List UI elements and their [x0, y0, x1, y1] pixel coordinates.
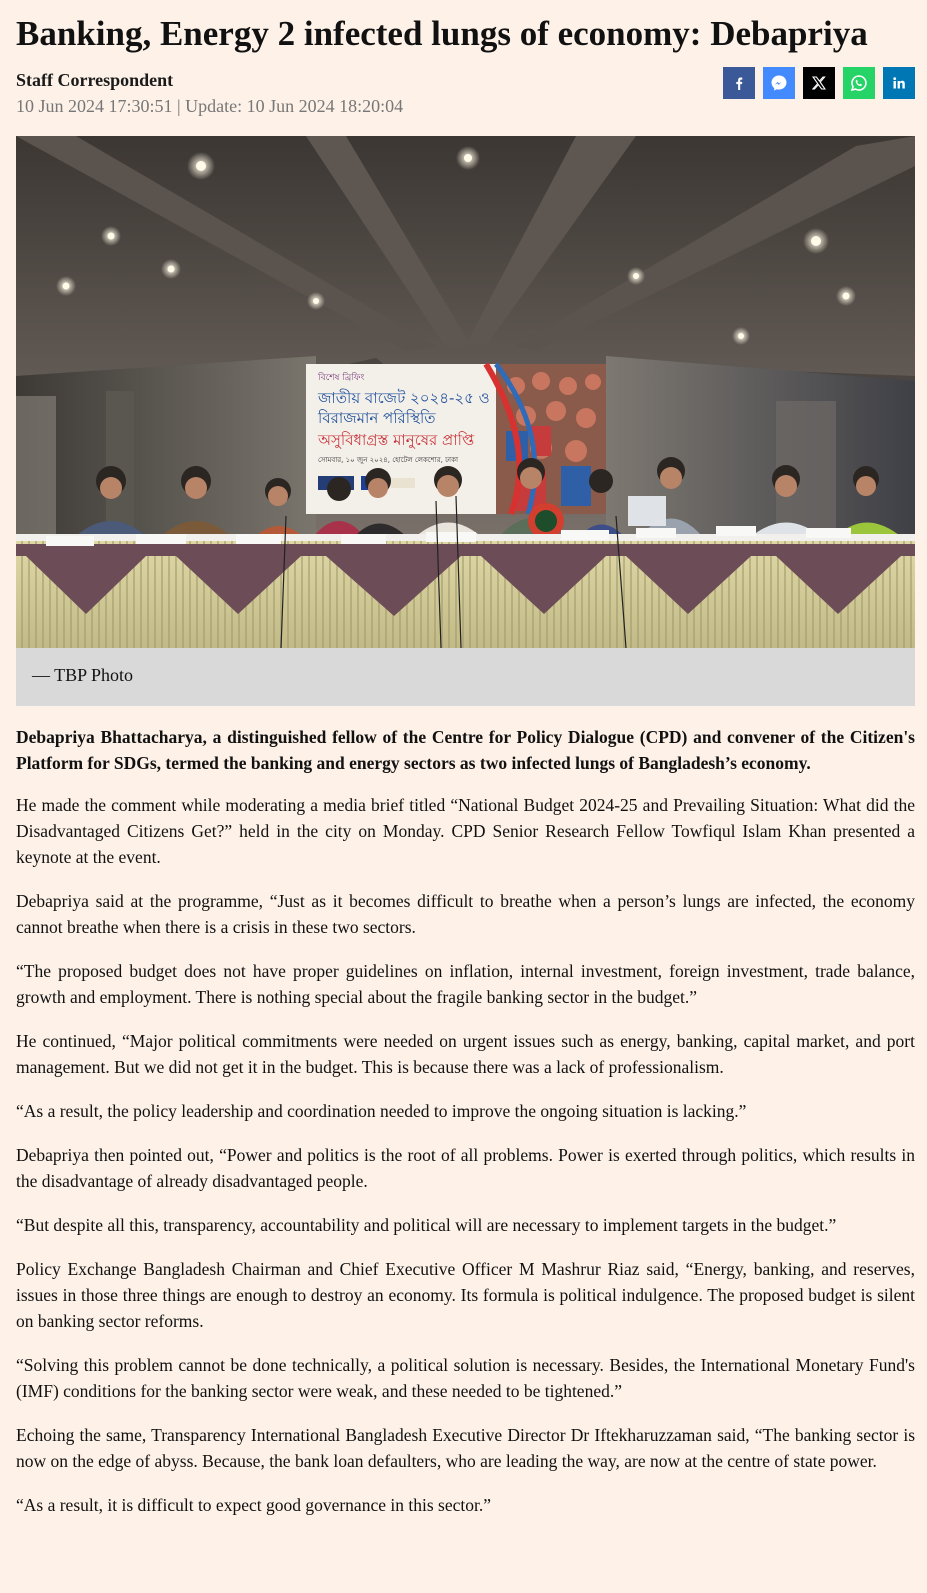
article-paragraph: Debapriya then pointed out, “Power and politics is the root of all problems. Power is exerted through politics, which results in the disadvantage of already disadvantaged people.	[16, 1145, 915, 1191]
facebook-icon	[732, 76, 746, 90]
x-icon	[812, 76, 826, 90]
article-photo	[16, 136, 915, 648]
article-paragraph: “As a result, it is difficult to expect good governance in this sector.”	[16, 1495, 491, 1515]
share-linkedin-button[interactable]	[883, 67, 915, 99]
banner-line-4: অসুবিধাগ্রস্ত মানুষের প্রাপ্তি	[318, 431, 475, 449]
share-whatsapp-button[interactable]	[843, 67, 875, 99]
banner-line-1: বিশেষ ব্রিফিং	[318, 373, 365, 383]
share-facebook-button[interactable]	[723, 67, 755, 99]
article-paragraph: “The proposed budget does not have proper guidelines on inflation, internal investment, foreign investment, trade balance, growth and employment. There is nothing special about the fragile banking sector in the budget.”	[16, 961, 915, 1007]
article-paragraph: He made the comment while moderating a media brief titled “National Budget 2024-25 and Prevailing Situation: What did the Disadvantaged Citizens Get?” held in the city on Monday. CPD Senior Research Fellow Towfiqul Islam Khan presented a keynote at the event.	[16, 795, 915, 867]
article-body	[16, 724, 915, 1536]
article-lead-paragraph: Debapriya Bhattacharya, a distinguished fellow of the Centre for Policy Dialogue (CPD) and convener of the Citizen's Platform for SDGs, termed the banking and energy sectors as two infected lungs of Bangladesh’s economy.	[16, 727, 915, 773]
article-dateline: 10 Jun 2024 17:30:51 | Update: 10 Jun 2024 18:20:04	[16, 96, 404, 116]
whatsapp-icon	[850, 74, 868, 92]
article-paragraph: He continued, “Major political commitments were needed on urgent issues such as energy, banking, capital market, and port management. But we did not get it in the budget. This is because there was a lack of professionalism.	[16, 1031, 915, 1077]
share-x-button[interactable]	[803, 67, 835, 99]
article-headline: Banking, Energy 2 infected lungs of economy: Debapriya	[16, 14, 868, 53]
article-paragraph: “As a result, the policy leadership and coordination needed to improve the ongoing situation is lacking.”	[16, 1101, 747, 1121]
article-figure	[16, 136, 915, 706]
article-paragraph: “Solving this problem cannot be done technically, a political solution is necessary. Besides, the International Monetary Fund's (IMF) conditions for the banking sector were weak, and these needed to be tightened.”	[16, 1355, 915, 1401]
messenger-icon	[770, 74, 788, 92]
linkedin-icon	[892, 76, 906, 90]
banner-line-2: জাতীয় বাজেট ২০২৪-২৫ ও	[318, 389, 490, 407]
photo-caption: — TBP Photo	[16, 648, 915, 706]
share-bar	[723, 67, 915, 99]
article-paragraph: “But despite all this, transparency, accountability and political will are necessary to implement targets in the budget.”	[16, 1215, 837, 1235]
article-paragraph: Policy Exchange Bangladesh Chairman and Chief Executive Officer M Mashrur Riaz said, “Energy, banking, and reserves, issues in those three things are enough to destroy an economy. Its formula is political indulgence. The proposed budget is silent on banking sector reforms.	[16, 1259, 915, 1331]
share-messenger-button[interactable]	[763, 67, 795, 99]
article-paragraph: Debapriya said at the programme, “Just as it becomes difficult to breathe when a person’s lungs are infected, the economy cannot breathe when there is a crisis in these two sectors.	[16, 891, 915, 937]
banner-line-3: বিরাজমান পরিস্থিতি	[318, 409, 436, 427]
article-paragraph: Echoing the same, Transparency International Bangladesh Executive Director Dr Iftekharuzzaman said, “The banking sector is now on the edge of abyss. Because, the bank loan defaulters, who are leading the way, are now at the centre of state power.	[16, 1425, 915, 1471]
banner-line-5: সোমবার, ১০ জুন ২০২৪, হোটেল লেকশোর, ঢাকা	[318, 456, 459, 464]
article-author: Staff Correspondent	[16, 70, 174, 90]
